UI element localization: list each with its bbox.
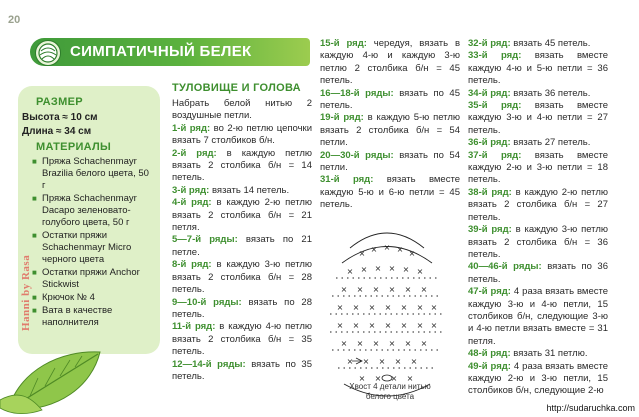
svg-text:×: × — [368, 303, 376, 312]
svg-text:×: × — [362, 357, 370, 366]
svg-text:×: × — [400, 321, 408, 330]
instruction-row: 20—30-й ряды: вязать по 54 петли. — [320, 149, 461, 174]
instruction-row: 9—10-й ряды: вязать по 28 петель. — [172, 296, 313, 320]
bullet-icon: ■ — [32, 293, 37, 302]
instruction-row: 49-й ряд: 4 раза вязать вместе каждую 2-ю и 3-ю петли, 15 столбиков б/н, следующие 2-ю — [468, 360, 609, 397]
size-heading: РАЗМЕР — [36, 96, 83, 108]
size-length: Длина ≈ 34 см — [22, 126, 92, 137]
svg-text:×: × — [356, 285, 364, 294]
svg-text:×: × — [408, 249, 416, 258]
instruction-row: 32-й ряд: вязать 45 петель. — [468, 38, 591, 49]
bullet-icon: ■ — [32, 194, 37, 203]
instruction-row: Набрать белой нитью 2 воздушные петли. — [172, 98, 312, 122]
svg-text:×: × — [402, 265, 410, 274]
instruction-row: 2-й ряд: в каждую петлю вязать 2 столбика б/н = 14 петель. — [172, 147, 313, 184]
svg-text:×: × — [406, 374, 414, 383]
instruction-row: 39-й ряд: в каждую 3-ю петлю вязать 2 столбика б/н = 36 петель. — [468, 224, 608, 260]
svg-text:×: × — [368, 321, 376, 330]
svg-text:×: × — [404, 339, 412, 348]
svg-text:×: × — [374, 374, 382, 383]
svg-text:×: × — [360, 265, 368, 274]
svg-text:×: × — [336, 321, 344, 330]
svg-text:×: × — [388, 264, 396, 273]
bullet-icon: ■ — [32, 157, 37, 166]
svg-text:×: × — [384, 303, 392, 312]
svg-text:×: × — [358, 249, 366, 258]
list-item: ■ Вата в качестве наполнителя — [32, 305, 113, 328]
svg-text:×: × — [336, 303, 344, 312]
instruction-row: 47-й ряд: 4 раза вязать вместе каждую 3-ю и 4-ю петли, 15 столбиков б/н, следующие 3-ю и 4-ю петли вязать вместе = 31 петля. — [468, 286, 609, 347]
svg-text:×: × — [346, 267, 354, 276]
instruction-row: 38-й ряд: в каждую 2-ю петлю вязать 2 столбика б/н = 27 петель. — [468, 186, 608, 223]
instruction-row: 35-й ряд: вязать вместе каждую 3-ю и 4-ю петли = 27 петель. — [468, 100, 608, 136]
instruction-row: 5—7-й ряды: вязать по 21 петле. — [172, 234, 313, 258]
svg-text:×: × — [430, 321, 438, 330]
svg-text:×: × — [394, 357, 402, 366]
instruction-row: 19-й ряд: в каждую 5-ю петлю вязать 2 столбика б/н = 54 петли. — [320, 112, 460, 149]
svg-text:×: × — [384, 321, 392, 330]
bullet-icon: ■ — [32, 268, 37, 277]
svg-text:×: × — [372, 285, 380, 294]
instruction-row: 36-й ряд: вязать 27 петель. — [468, 137, 591, 149]
svg-text:×: × — [374, 264, 382, 273]
diagram-caption: Хвост 4 детали нитью белого цвета — [349, 382, 431, 401]
svg-text:×: × — [396, 245, 404, 254]
author-credit: Hanni by Rasa — [20, 254, 32, 331]
svg-text:×: × — [358, 374, 366, 383]
svg-text:×: × — [340, 339, 348, 348]
list-item: ■ Остатки пряжи Schachenmayr Micro черного цвета — [32, 230, 132, 265]
instruction-row: 3-й ряд: вязать 14 петель. — [172, 184, 290, 196]
svg-text:×: × — [388, 285, 396, 294]
list-item: ■ Пряжа Schachenmayr Daсapo зеленовато-голубого цвета, 50 г — [32, 193, 137, 228]
instruction-row: 4-й ряд: в каждую 2-ю петлю вязать 2 столбика б/н = 21 петля. — [172, 197, 313, 234]
instructions-column-3 — [320, 38, 460, 212]
bullet-icon: ■ — [32, 306, 37, 315]
list-item: ■ Крючок № 4 — [32, 292, 95, 303]
svg-text:×: × — [372, 339, 380, 348]
svg-text:×: × — [390, 374, 398, 383]
svg-text:×: × — [416, 321, 424, 330]
svg-text:×: × — [404, 285, 412, 294]
svg-text:×: × — [416, 267, 424, 276]
body-head-heading: ТУЛОВИЩЕ И ГОЛОВА — [172, 82, 301, 94]
list-item: ■ Остатки пряжи Anchor Stickwist — [32, 267, 140, 290]
svg-text:×: × — [416, 303, 424, 312]
svg-text:×: × — [370, 245, 378, 254]
instruction-row: 1-й ряд: во 2-ю петлю цепочки вязать 7 столбиков б/н. — [172, 122, 313, 147]
instruction-row: 40—46-й ряды: вязать по 36 петель. — [468, 261, 609, 285]
page-title: СИМПАТИЧНЫЙ БЕЛЕК — [70, 43, 252, 60]
page-number: 20 — [8, 14, 21, 26]
svg-text:×: × — [340, 285, 348, 294]
instruction-row: 33-й ряд: вязать вместе каждую 4-ю и 5-ю петли = 36 петель. — [468, 50, 608, 87]
svg-text:×: × — [400, 303, 408, 312]
svg-text:×: × — [346, 357, 354, 366]
site-watermark: http://sudaruchka.com — [546, 403, 635, 413]
birch-leaf-illustration — [0, 330, 110, 417]
svg-text:×: × — [356, 339, 364, 348]
svg-text:×: × — [352, 303, 360, 312]
materials-list — [32, 156, 154, 330]
svg-text:×: × — [410, 357, 418, 366]
bullet-icon: ■ — [32, 231, 37, 240]
instruction-row: 37-й ряд: вязать вместе каждую 2-ю и 3-ю петли = 18 петель. — [468, 149, 608, 186]
instruction-row: 15-й ряд: чередуя, вязать в каждую 4-ю и каждую 3-ю петлю 2 столбика б/н = 45 петель. — [320, 38, 461, 87]
instruction-row: 11-й ряд: в каждую 4-ю петлю вязать 2 столбика б/н = 35 петель. — [172, 321, 312, 358]
svg-text:×: × — [430, 303, 438, 312]
list-item: ■ Пряжа Schachenmayr Brazilia белого цвета, 50 г — [32, 156, 149, 191]
instructions-column-4 — [468, 38, 608, 398]
instruction-row: 12—14-й ряды: вязать по 35 петель. — [172, 358, 313, 382]
materials-box — [18, 86, 160, 354]
size-height: Высота ≈ 10 см — [22, 112, 98, 123]
svg-text:×: × — [378, 357, 386, 366]
instruction-row: 8-й ряд: в каждую 3-ю петлю вязать 2 столбика б/н = 28 петель. — [172, 259, 313, 296]
instructions-column-2 — [172, 98, 312, 383]
svg-text:×: × — [420, 339, 428, 348]
materials-heading: МАТЕРИАЛЫ — [36, 141, 112, 153]
instruction-row: 31-й ряд: вязать вместе каждую 5-ю и 6-ю петли = 45 петель. — [320, 174, 460, 211]
svg-text:×: × — [352, 321, 360, 330]
svg-text:×: × — [383, 243, 391, 252]
yarn-ball-icon — [35, 40, 61, 66]
instruction-row: 48-й ряд: вязать 31 петлю. — [468, 348, 588, 360]
svg-text:×: × — [388, 339, 396, 348]
title-banner — [30, 38, 310, 66]
svg-text:×: × — [420, 285, 428, 294]
instruction-row: 34-й ряд: вязать 36 петель. — [468, 87, 591, 99]
instruction-row: 16—18-й ряды: вязать по 45 петель. — [320, 87, 461, 112]
